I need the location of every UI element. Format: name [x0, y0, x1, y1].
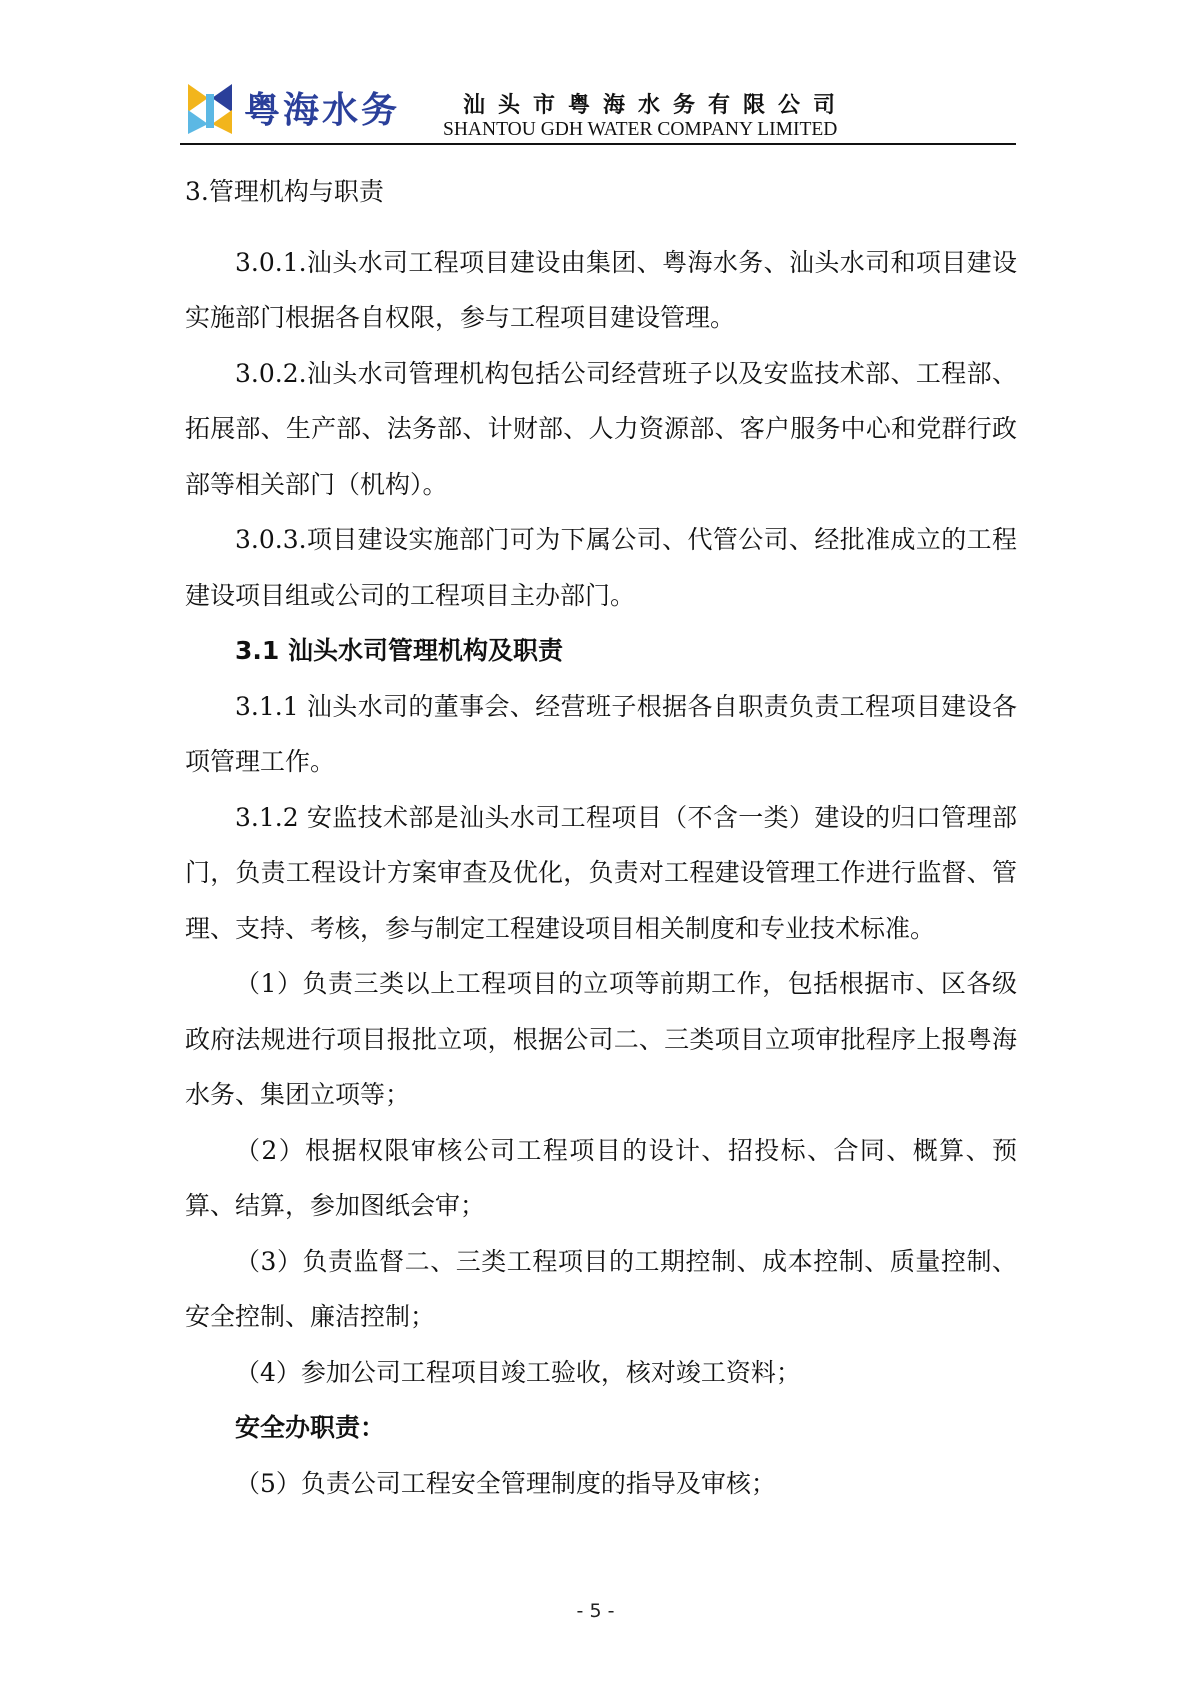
list-item-2: （2）根据权限审核公司工程项目的设计、招投标、合同、概算、预算、结算，参加图纸会审；	[185, 1135, 1017, 1220]
company-name-chinese: 汕头市粤海水务有限公司	[463, 93, 849, 118]
header-divider	[180, 143, 1016, 145]
list-item-1: （1）负责三类以上工程项目的立项等前期工作，包括根据市、区各级政府法规进行项目报批立项，根据公司二、三类项目立项审批程序上报粤海水务、集团立项等；	[185, 969, 1017, 1109]
safety-office-heading: 安全办职责：	[235, 1413, 386, 1442]
list-item-3: （3）负责监督二、三类工程项目的工期控制、成本控制、质量控制、安全控制、廉洁控制；	[185, 1246, 1017, 1331]
logo-wordmark: 粤海水务	[244, 89, 401, 131]
section-title: 3.管理机构与职责	[185, 177, 384, 206]
document-body	[185, 164, 1017, 1511]
paragraph-3-0-1: 3.0.1.汕头水司工程项目建设由集团、粤海水务、汕头水司和项目建设实施部门根据各自权限，参与工程项目建设管理。	[185, 247, 1017, 332]
paragraph-3-0-3: 3.0.3.项目建设实施部门可为下属公司、代管公司、经批准成立的工程建设项目组或公司的工程项目主办部门。	[185, 525, 1017, 610]
page-header	[180, 74, 1016, 144]
paragraph-3-1-1: 3.1.1 汕头水司的董事会、经营班子根据各自职责负责工程项目建设各项管理工作。	[185, 691, 1017, 776]
subsection-heading-3-1: 3.1 汕头水司管理机构及职责	[235, 636, 563, 665]
company-logo-icon	[186, 80, 234, 136]
paragraph-3-0-2: 3.0.2.汕头水司管理机构包括公司经营班子以及安监技术部、工程部、拓展部、生产部、法务部、计财部、人力资源部、客户服务中心和党群行政部等相关部门（机构）。	[185, 358, 1017, 499]
list-item-4: （4）参加公司工程项目竣工验收，核对竣工资料；	[235, 1357, 801, 1387]
page-number: - 5 -	[576, 1600, 615, 1622]
company-name-english: SHANTOU GDH WATER COMPANY LIMITED	[443, 119, 838, 140]
paragraph-3-1-2: 3.1.2 安监技术部是汕头水司工程项目（不含一类）建设的归口管理部门，负责工程设计方案审查及优化，负责对工程建设管理工作进行监督、管理、支持、考核，参与制定工程建设项目相关制度和专业技术标准。	[185, 802, 1017, 943]
list-item-5: （5）负责公司工程安全管理制度的指导及审核；	[235, 1468, 776, 1498]
